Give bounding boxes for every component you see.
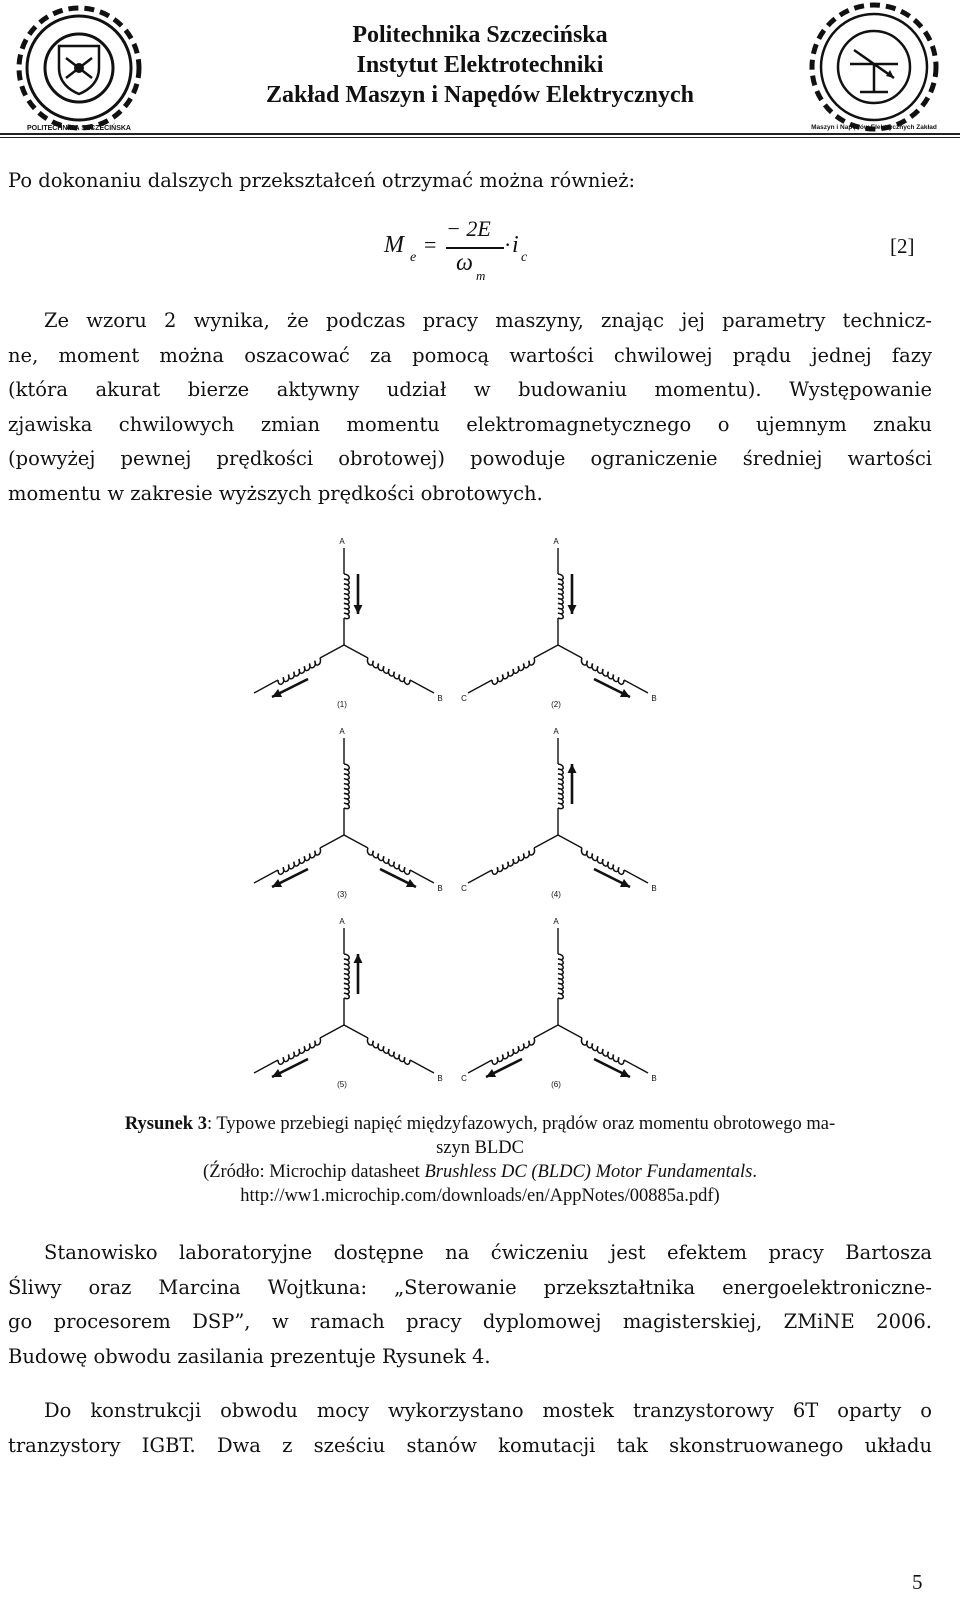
caption-line-3: [10, 1160, 950, 1184]
phase-c-tail: [320, 645, 344, 658]
phase-c-lead: [468, 680, 492, 693]
phase-b-winding: [367, 658, 410, 684]
terminal-label-c: C: [461, 884, 467, 893]
eq-lhs: M: [384, 232, 404, 258]
phase-c-lead: [468, 1060, 492, 1073]
phase-c-winding: [492, 848, 535, 874]
diagram-label: (5): [337, 1080, 347, 1089]
phase-b-lead: [624, 680, 648, 693]
caption-source-title: Brushless DC (BLDC) Motor Fundamentals: [424, 1162, 753, 1182]
eq-numerator: − 2E: [446, 216, 491, 241]
phase-c-lead: [254, 870, 278, 883]
phase-c-lead: [468, 870, 492, 883]
phase-c-winding: [278, 848, 321, 874]
phase-c-winding: [492, 658, 535, 684]
header-rule-thin: [0, 137, 960, 138]
caption-link: http://ww1.microchip.com/downloads/en/AppNotes/00885a.pdf): [240, 1186, 720, 1206]
phase-b-tail: [344, 835, 368, 848]
caption-line-1: [10, 1112, 950, 1136]
logo-right-text: Maszyn i Napędów Elektrycznych Zakład: [811, 124, 937, 131]
department-logo: [806, 2, 942, 132]
terminal-label-a: A: [553, 917, 559, 926]
phase-b-lead: [410, 1060, 434, 1073]
eq-denominator: ω: [456, 250, 473, 276]
current-arrow-a-head: [568, 605, 577, 614]
phase-c-winding: [278, 1038, 321, 1064]
eq-equals: =: [424, 232, 437, 257]
eq-rhs-sub: c: [521, 250, 528, 265]
paragraph-1-line: Ze wzoru 2 wynika, że podczas pracy maszyny, znając jej parametry technicz-: [44, 309, 932, 332]
phase-a-winding: [558, 954, 563, 999]
paragraph-1-line: ne, moment można oszacować za pomocą wartości chwilowej prądu jednej fazy: [8, 343, 932, 367]
phase-b-lead: [624, 870, 648, 883]
terminal-label-b: B: [437, 1074, 443, 1083]
phase-c-tail: [534, 1025, 558, 1038]
eq-den-sub: m: [476, 268, 486, 283]
bldc-winding-figure: [240, 530, 680, 1100]
phase-b-lead: [410, 870, 434, 883]
paragraph-3-line: tranzystory IGBT. Dwa z sześciu stanów komutacji tak skonstruowanego układu: [8, 1433, 932, 1457]
terminal-label-b: B: [651, 694, 657, 703]
phase-c-lead: [254, 680, 278, 693]
paragraph-3-line: Do konstrukcji obwodu mocy wykorzystano mostek tranzystorowy 6T oparty o: [44, 1399, 932, 1422]
caption-source-prefix: (Źródło: Microchip datasheet: [203, 1162, 425, 1182]
eq-fraction-bar: [446, 247, 504, 249]
phase-b-lead: [624, 1060, 648, 1073]
paragraph-2-line: Stanowisko laboratoryjne dostępne na ćwiczeniu jest efektem pracy Bartosza: [44, 1241, 932, 1264]
caption-line-2: szyn BLDC: [436, 1138, 524, 1158]
terminal-label-a: A: [553, 537, 559, 546]
phase-a-winding: [558, 764, 563, 809]
paragraph-3: [8, 1394, 932, 1463]
university-logo: [14, 4, 144, 132]
current-arrow-a-head: [354, 954, 363, 963]
phase-b-winding: [367, 848, 410, 874]
terminal-label-b: B: [437, 884, 443, 893]
phase-b-tail: [558, 835, 582, 848]
logo-left-text: POLITECHNIKA SZCZECIŃSKA: [27, 125, 131, 132]
diagram-label: (2): [551, 700, 561, 709]
header: [0, 0, 960, 140]
phase-c-tail: [320, 1025, 344, 1038]
paragraph-2: [8, 1236, 932, 1374]
paragraph-2-line: go procesorem DSP”, w ramach pracy dyplomowej magisterskiej, ZMiNE 2006.: [8, 1310, 932, 1333]
phase-a-winding: [558, 574, 563, 619]
paragraph-1: [8, 304, 932, 511]
phase-b-tail: [344, 645, 368, 658]
terminal-label-c: C: [461, 694, 467, 703]
page-number: 5: [912, 1570, 923, 1594]
eq-rhs: i: [512, 232, 519, 258]
phase-a-winding: [344, 954, 349, 999]
phase-b-tail: [344, 1025, 368, 1038]
paragraph-2-line: Budowę obwodu zasilania prezentuje Rysunek 4.: [8, 1344, 491, 1368]
paragraph-1-line: momentu w zakresie wyższych prędkości obrotowych.: [8, 481, 543, 505]
phase-c-tail: [534, 645, 558, 658]
equation: [380, 212, 580, 284]
terminal-label-a: A: [339, 727, 345, 736]
phase-b-tail: [558, 645, 582, 658]
current-arrow-a-head: [354, 605, 363, 614]
caption-label: Rysunek 3: [124, 1114, 207, 1134]
terminal-label-a: A: [553, 727, 559, 736]
terminal-label-a: A: [339, 537, 345, 546]
equation-number: [2]: [890, 234, 915, 258]
phase-b-lead: [410, 680, 434, 693]
header-line-1: Politechnika Szczecińska: [352, 22, 608, 48]
diagram-label: (4): [551, 890, 561, 899]
phase-c-winding: [278, 658, 321, 684]
caption-text: : Typowe przebiegi napięć międzyfazowych, prądów oraz momentu obrotowego ma-: [206, 1114, 836, 1134]
paragraph-2-line: Śliwy oraz Marcina Wojtkuna: „Sterowanie przekształtnika energoelektroniczne-: [8, 1275, 932, 1299]
terminal-label-c: C: [461, 1074, 467, 1083]
eq-dot: ·: [504, 232, 512, 257]
caption-source-suffix: .: [752, 1162, 757, 1182]
paragraph-1-line: (powyżej pewnej prędkości obrotowej) powoduje ograniczenie średniej wartości: [8, 447, 932, 470]
terminal-label-b: B: [651, 884, 657, 893]
phase-c-tail: [320, 835, 344, 848]
diagram-label: (1): [337, 700, 347, 709]
header-rule: [0, 133, 960, 135]
phase-b-winding: [581, 848, 624, 874]
phase-b-winding: [367, 1038, 410, 1064]
diagram-label: (3): [337, 890, 347, 899]
phase-c-lead: [254, 1060, 278, 1073]
current-arrow-a-head: [568, 764, 577, 773]
phase-c-tail: [534, 835, 558, 848]
phase-b-winding: [581, 1038, 624, 1064]
figure-caption: [10, 1112, 950, 1208]
phase-c-winding: [492, 1038, 535, 1064]
phase-b-winding: [581, 658, 624, 684]
header-line-2: Instytut Elektrotechniki: [356, 52, 604, 78]
paragraph-1-line: zjawiska chwilowych zmian momentu elektromagnetycznego o ujemnym znaku: [8, 412, 932, 436]
phase-a-winding: [344, 574, 349, 619]
phase-b-tail: [558, 1025, 582, 1038]
header-line-3: Zakład Maszyn i Napędów Elektrycznych: [265, 82, 694, 108]
eq-lhs-sub: e: [410, 250, 417, 265]
diagram-label: (6): [551, 1080, 561, 1089]
paragraph-1-line: (która akurat bierze aktywny udział w budowaniu momentu). Występowanie: [8, 378, 932, 401]
phase-a-winding: [344, 764, 349, 809]
terminal-label-a: A: [339, 917, 345, 926]
terminal-label-b: B: [437, 694, 443, 703]
intro-text: Po dokonaniu dalszych przekształceń otrzymać można również:: [8, 169, 636, 192]
terminal-label-b: B: [651, 1074, 657, 1083]
